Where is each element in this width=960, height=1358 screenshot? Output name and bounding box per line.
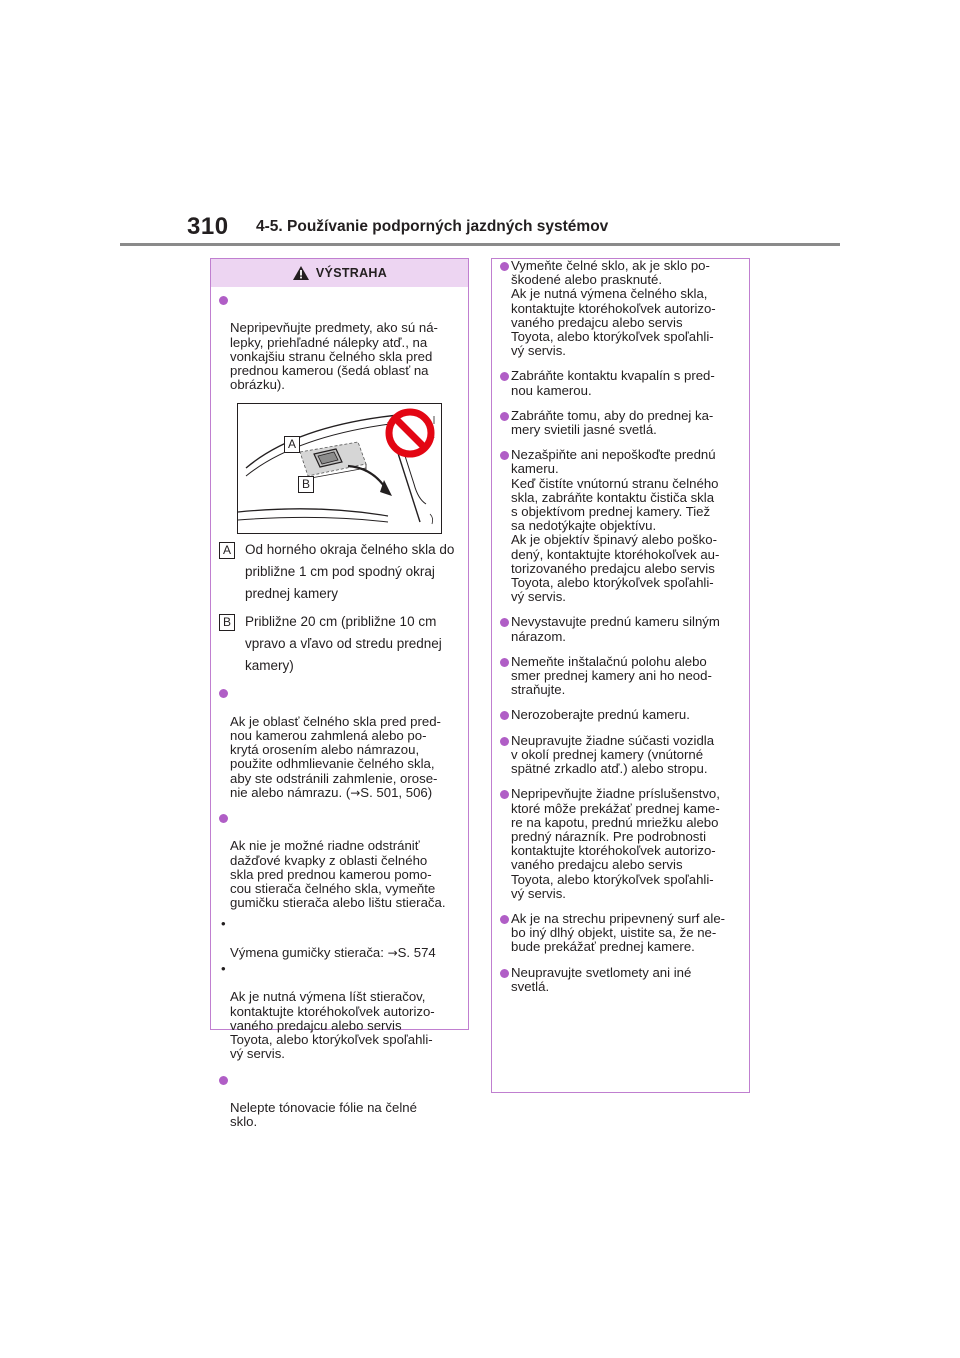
warning-item-text: Nemeňte inštalačnú polohu alebo smer prednej kamery ani ho neod- straňujte. <box>511 653 712 698</box>
warning-item <box>500 448 743 604</box>
warning-item-text: Zabráňte tomu, aby do prednej ka- mery svietili jasné svetlá. <box>511 407 714 438</box>
warning-item-text: Ak je na strechu pripevnený surf ale- bo iný dlhý objekt, uistite sa, že ne- bude prekážať prednej kamere. <box>511 910 726 955</box>
legend-item-a <box>219 542 460 608</box>
warning-item <box>500 912 743 955</box>
bullet-dot <box>500 915 509 924</box>
warning-item-text: Neupravujte žiadne súčasti vozidla v okolí prednej kamery (vnútorné spätné zrkadlo atď.) alebo stropu. <box>511 732 715 777</box>
warning-item <box>219 686 460 800</box>
warning-item-text: Neupravujte svetlomety ani iné svetlá. <box>511 964 692 994</box>
warning-item-text: Nezašpiňte ani nepoškoďte prednú kameru. Keď čistíte vnútornú stranu čelného skla, zabráňte kontaktu čističa skla s objektívom prednej kamery. Tiež sa nedotýkajte objektívu. Ak je objektív špinavý alebo poško- dený, kontaktujte ktoréhokoľvek au- torizovaného predajcu alebo servis Toyota, alebo ktorýkoľvek spoľahli- vý servis. <box>511 447 720 605</box>
warning-item <box>219 1073 460 1130</box>
warning-item <box>219 811 460 910</box>
figure-label-a: A <box>284 436 300 453</box>
page-reference: S. 574 <box>397 944 436 960</box>
bullet-dot <box>500 711 509 720</box>
warning-item-text: Ak nie je možné riadne odstrániť dažďové kvapky z oblasti čelného skla pred prednou kamerou pomo- cou stierača čelného skla, vymeňte gumičku stierača alebo lištu stierača. <box>230 838 446 911</box>
sub-bullet: • <box>221 916 226 932</box>
sub-item <box>219 962 460 1061</box>
warning-header <box>211 259 468 287</box>
legend-text-b: Približne 20 cm (približne 10 cm vpravo a vľavo od stredu prednej kamery) <box>245 614 442 674</box>
legend-key-a: A <box>219 542 235 559</box>
warning-item <box>500 655 743 698</box>
sub-item <box>219 917 460 960</box>
warning-panel-left <box>210 258 469 1130</box>
legend-text-a: Od horného okraja čelného skla do približne 1 cm pod spodný okraj prednej kamery <box>245 542 455 602</box>
page-number: 310 <box>187 213 229 240</box>
reference-arrow-icon: → <box>387 945 398 960</box>
bullet-dot <box>219 814 228 823</box>
warning-item-text: Nevystavujte prednú kameru silným nárazom. <box>511 614 720 644</box>
page-reference: S. 501, 506) <box>360 784 433 800</box>
warning-title: VÝSTRAHA <box>315 266 388 280</box>
warning-item <box>500 615 743 643</box>
prohibition-icon <box>384 407 436 464</box>
bullet-dot <box>500 618 509 627</box>
section-title: 4-5. Používanie podporných jazdných systémov <box>256 218 609 235</box>
bullet-dot <box>500 969 509 978</box>
warning-item-text: Ak je oblasť čelného skla pred pred- nou kamerou zahmlená alebo po- krytá orosením alebo námrazou, použite odhmlievanie čelného skla, aby ste odstránili zahmlenie, orose- nie alebo námrazu. ( <box>230 713 441 800</box>
warning-item-text: Nepripevňujte žiadne príslušenstvo, ktoré môže prekážať prednej kame- re na kapotu, prednú mriežku alebo predný nárazník. Pre podrobnosti kontaktujte ktoréhokoľvek autorizo- vaného predajcu alebo servis Toyota, alebo ktorýkoľvek spoľahli- vý servis. <box>511 786 720 901</box>
warning-item <box>500 369 743 397</box>
warning-item-text: Nepripevňujte predmety, ako sú ná- lepky, priehľadné nálepky atď., na vonkajšiu stranu čelného skla pred prednou kamerou (šedá oblasť na obrázku). <box>230 320 438 393</box>
windshield-camera-figure <box>237 403 442 534</box>
bullet-dot <box>500 451 509 460</box>
bullet-dot <box>219 296 228 305</box>
reference-arrow-icon: → <box>350 785 361 800</box>
warning-item <box>500 708 743 722</box>
bullet-dot <box>500 658 509 667</box>
bullet-dot <box>500 262 509 271</box>
warning-item <box>500 966 743 994</box>
warning-triangle-icon <box>292 265 310 281</box>
warning-item-text: Nerozoberajte prednú kameru. <box>511 707 690 723</box>
sub-item-text: Výmena gumičky stierača: <box>230 944 388 960</box>
warning-item <box>500 409 743 437</box>
warning-item-text: Nelepte tónovacie fólie na čelné sklo. <box>230 1099 417 1130</box>
bullet-dot <box>500 790 509 799</box>
header-divider <box>120 243 840 246</box>
bullet-dot <box>219 1076 228 1085</box>
sub-item-text: Ak je nutná výmena líšt stieračov, kontaktujte ktoréhokoľvek autorizo- vaného predajcu alebo servis Toyota, alebo ktorýkoľvek spoľahli- vý servis. <box>230 989 435 1062</box>
bullet-dot <box>500 372 509 381</box>
sub-bullet: • <box>221 961 226 977</box>
warning-item <box>500 734 743 777</box>
legend-key-b: B <box>219 614 235 631</box>
bullet-dot <box>500 737 509 746</box>
warning-item <box>500 787 743 901</box>
warning-item <box>500 259 743 358</box>
bullet-dot <box>219 689 228 698</box>
figure-label-b: B <box>298 476 314 493</box>
legend-item-b <box>219 614 460 680</box>
warning-item-text: Vymeňte čelné sklo, ak je sklo po- škodené alebo prasknuté. Ak je nutná výmena čelného skla, kontaktujte ktoréhokoľvek autorizo- vaného predajcu alebo servis Toyota, alebo ktorýkoľvek spoľahli- vý servis. <box>511 258 716 359</box>
warning-panel-right <box>491 258 750 1093</box>
warning-item-text: Zabráňte kontaktu kvapalín s pred- nou kamerou. <box>511 368 715 398</box>
bullet-dot <box>500 412 509 421</box>
warning-item <box>219 293 460 392</box>
